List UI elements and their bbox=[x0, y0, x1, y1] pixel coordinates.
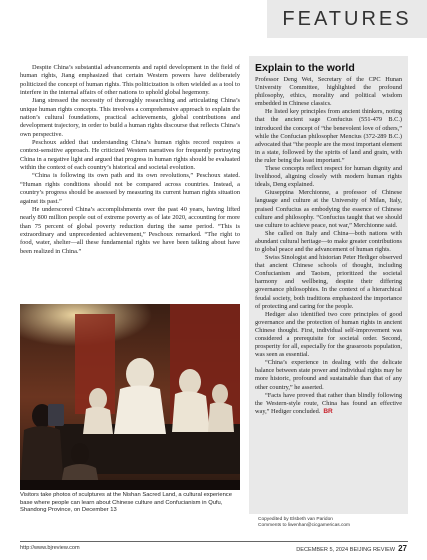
sidebar-paragraph: These concepts reflect respect for human dignity and livelihood, aligning closely with modern human rights ideals, Deng explained. bbox=[255, 165, 402, 189]
issue-date: DECEMBER 5, 2024 BEIJING REVIEW bbox=[296, 547, 396, 553]
sculpture-photo bbox=[20, 304, 240, 490]
sidebar-paragraph: He listed key principles from ancient thinkers, noting that the ancient sage Confucius (551-479 B.C.) introduced the concept of “the benevolent love of others,” while the Confucian philosopher Mencius (372-289 B.C.) advocated that “the people are the most important element in a state, followed by the spirits of land and grain, with the ruler being the least important.” bbox=[255, 108, 402, 164]
footer-url: http://www.bjreview.com bbox=[20, 545, 80, 551]
article-paragraph: Jiang stressed the necessity of thoroughly researching and articulating China’s unique human rights concepts. This involves a comprehensive approach to explain the nation’s cultural foundations, practical achievements, global contributions and development trajectory, in order to build a human rights discourse that reflects China’s own perspective. bbox=[20, 97, 240, 138]
copyeditor-credit: Copyedited by Elsbeth van Paridon bbox=[258, 517, 333, 522]
sidebar-closing-text: “Facts have proved that rather than blindly following the Western-style route, China has found an effective way,” Hediger concluded. bbox=[255, 391, 402, 415]
article-paragraph: He underscored China’s accomplishments over the past 40 years, having lifted nearly 800 million people out of extreme poverty as of late 2020, accounting for more than 75 percent of global poverty reduction during the same period. “This is extraordinary and unprecedented achievement,” Peschoux remarked. “The right to food, water, shelter—all these fundamental rights we have been talking about have been realized in China.” bbox=[20, 205, 240, 255]
sidebar-paragraph: Hediger also identified two core principles of good governance and the protection of human rights in ancient Chinese thought. First, individual self-improvement was considered a prerequisite for societal order. Second, prosperity for all, especially for the grassroots population, was seen as essential. bbox=[255, 310, 402, 359]
article-paragraph: Despite China’s substantial advancements and rapid development in the field of human rights, Jiang emphasized that certain Western powers have deliberately politicized the concept of human rights. This politicization is often wielded as a tool to interfere in the internal affairs of other nations to uphold global hegemony. bbox=[20, 64, 240, 97]
footer-divider bbox=[20, 541, 408, 542]
page-number: 27 bbox=[398, 544, 407, 553]
sidebar-paragraph: Giuseppina Merchionne, a professor of Chinese language and culture at the University of Milan, Italy, praised Confucius as embodying the essence of Chinese culture and philosophy. “Confucius taught that we should use culture to achieve peace, not war,” Merchionne said. bbox=[255, 189, 402, 229]
br-end-mark: BR bbox=[323, 407, 333, 415]
article-paragraph: “China is following its own path and its own revolutions,” Peschoux stated. “Human rights conditions should not be compared across countries. Instead, a country’s progress should be assessed by measuring its current human rights situation against its past.” bbox=[20, 172, 240, 205]
sidebar-box bbox=[249, 56, 408, 514]
sidebar-paragraph: Professor Deng Wei, Secretary of the CPC Hunan University Committee, highlighted the profound philosophy, ethics, morality and political wisdom embedded in Chinese classics. bbox=[255, 76, 402, 108]
section-header: FEATURES bbox=[267, 0, 427, 38]
sidebar-title: Explain to the world bbox=[255, 62, 355, 74]
sidebar-paragraph: Swiss Sinologist and historian Peter Hediger observed that ancient Chinese schools of thought, including Confucianism and Taoism, prioritized the societal harmony and wellbeing, despite their differing governance philosophies. In the context of a hierarchical feudal society, both traditions emphasized the importance of protecting and caring for the people. bbox=[255, 254, 402, 310]
sidebar-paragraph-last bbox=[255, 392, 402, 416]
sidebar-paragraph: She called on Italy and China—both nations with abundant cultural heritage—to make greater contributions to global peace and the advancement of human rights. bbox=[255, 229, 402, 253]
photo-caption: Visitors take photos of sculptures at the Nishan Sacred Land, a cultural experience base where people can learn about Chinese culture and Confucianism in Qufu, Shandong Province, on December 13 bbox=[20, 492, 232, 514]
footer-issue-info bbox=[296, 544, 407, 553]
sidebar-paragraph: “China’s experience in dealing with the delicate balance between state power and individual rights may be more historic, profound and sustainable than that of any other country,” he asserted. bbox=[255, 359, 402, 391]
main-article-column bbox=[20, 64, 240, 256]
comments-contact: Comments to liwenhan@cicgamericas.com bbox=[258, 523, 351, 529]
article-paragraph: Peschoux added that understanding China’s human rights record requires a context-sensitive approach. He criticized Western narratives for frequently portraying China in a negative light and argued that progress in human rights should be evaluated within the context of each country’s historical and societal evolution. bbox=[20, 139, 240, 172]
credit-block bbox=[258, 517, 408, 529]
